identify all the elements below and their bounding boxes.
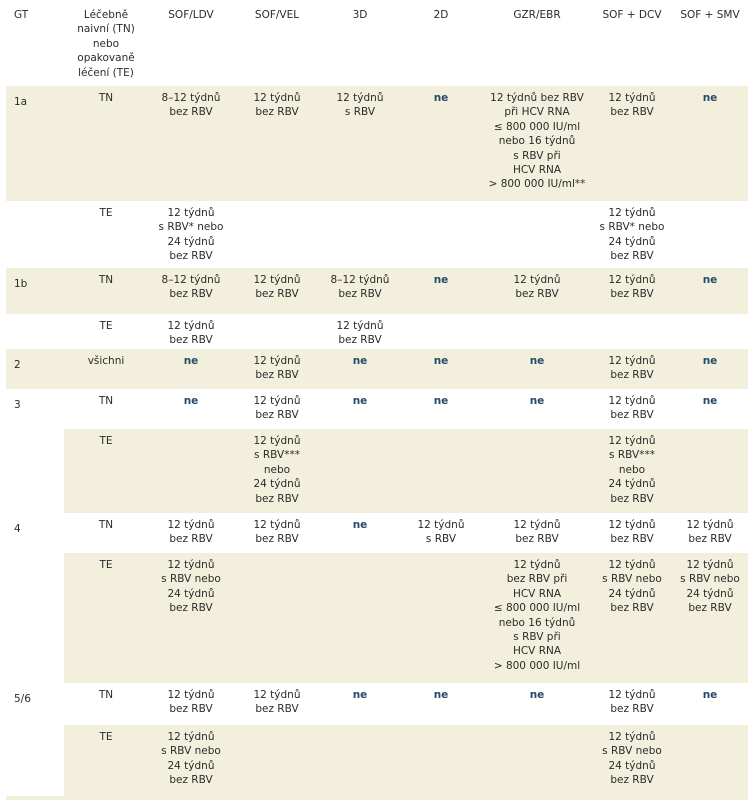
regimen-cell [400, 314, 482, 349]
table-row [6, 725, 748, 799]
genotype-cell: 5/6 [14, 693, 31, 705]
regimen-cell: 12 týdnů bez RBV [592, 268, 672, 314]
regimen-cell: ne [672, 349, 748, 389]
regimen-cell: 12 týdnů bez RBV [482, 268, 592, 314]
patient-group-cell: všichni [64, 349, 148, 389]
table-row [6, 314, 748, 349]
regimen-cell: 12 týdnů s RBV*** nebo 24 týdnů bez RBV [234, 429, 320, 513]
patient-group-cell: TN [64, 268, 148, 314]
genotype-cell [6, 314, 64, 349]
regimen-cell: 12 týdnů bez RBV [167, 519, 215, 546]
genotype-cell [6, 201, 64, 268]
regimen-cell [592, 314, 672, 349]
genotype-cell [6, 725, 64, 799]
header-gzr-ebr: GZR/EBR [513, 9, 561, 21]
regimen-cell: 8–12 týdnů bez RBV [148, 268, 234, 314]
treatment-table [6, 0, 748, 799]
regimen-cell: ne [529, 689, 545, 701]
header-sof-ldv: SOF/LDV [168, 9, 214, 21]
regimen-cell: 12 týdnů s RBV* nebo 24 týdnů bez RBV [599, 207, 665, 263]
regimen-cell [482, 725, 592, 799]
table-body [6, 86, 748, 799]
patient-group-cell: TE [64, 553, 148, 683]
regimen-cell: 12 týdnů bez RBV [608, 519, 656, 546]
regimen-cell: ne [702, 395, 718, 407]
table-row [6, 349, 748, 389]
regimen-cell: ne [529, 395, 545, 407]
regimen-cell: 8–12 týdnů bez RBV [320, 268, 400, 314]
patient-group-cell: TN [98, 689, 114, 701]
regimen-cell: ne [400, 86, 482, 201]
regimen-cell [148, 429, 234, 513]
regimen-cell: 8–12 týdnů bez RBV [148, 86, 234, 201]
table-row [6, 553, 748, 683]
regimen-cell: ne [672, 268, 748, 314]
header-2d: 2D [433, 9, 449, 21]
regimen-cell: 12 týdnů bez RBV [253, 519, 301, 546]
patient-group-cell: TE [64, 429, 148, 513]
regimen-cell: ne [433, 395, 449, 407]
header-3d: 3D [352, 9, 368, 21]
regimen-cell [672, 314, 748, 349]
regimen-cell: 12 týdnů bez RBV [234, 268, 320, 314]
regimen-cell: 12 týdnů bez RBV [592, 86, 672, 201]
regimen-cell: 12 týdnů bez RBV [253, 395, 301, 422]
regimen-cell: 12 týdnů s RBV [417, 519, 465, 546]
regimen-cell [482, 314, 592, 349]
regimen-cell: 12 týdnů s RBV*** nebo 24 týdnů bez RBV [592, 429, 672, 513]
regimen-cell: 12 týdnů s RBV* nebo 24 týdnů bez RBV [158, 207, 224, 263]
regimen-cell [320, 201, 400, 268]
regimen-cell: 12 týdnů s RBV nebo 24 týdnů bez RBV [148, 725, 234, 799]
regimen-cell [320, 553, 400, 683]
header-patient-group: Léčebně naivní (TN) nebo opakovaně léčení (TE) [77, 9, 135, 79]
regimen-cell: ne [183, 395, 199, 407]
regimen-cell: ne [320, 349, 400, 389]
regimen-cell: ne [352, 689, 368, 701]
regimen-cell [234, 314, 320, 349]
regimen-cell: 12 týdnů bez RBV [167, 320, 215, 347]
header-sof-vel: SOF/VEL [254, 9, 300, 21]
regimen-cell: 12 týdnů bez RBV [253, 689, 301, 716]
table-row [6, 201, 748, 268]
regimen-cell [234, 725, 320, 799]
genotype-cell: 2 [6, 349, 64, 389]
regimen-cell [672, 725, 748, 799]
regimen-cell [482, 429, 592, 513]
table-row [6, 513, 748, 553]
patient-group-cell: TN [64, 86, 148, 201]
regimen-cell: ne [148, 349, 234, 389]
regimen-cell [672, 429, 748, 513]
regimen-cell: 12 týdnů s RBV nebo 24 týdnů bez RBV [592, 553, 672, 683]
regimen-cell: 12 týdnů bez RBV [336, 320, 384, 347]
regimen-cell: 12 týdnů bez RBV při HCV RNA ≤ 800 000 IU/ml nebo 16 týdnů s RBV při HCV RNA > 800 000 IU/ml [482, 553, 592, 683]
regimen-cell: 12 týdnů bez RBV [592, 349, 672, 389]
table-row [6, 683, 748, 725]
patient-group-cell: TN [98, 395, 114, 407]
genotype-cell: 3 [14, 399, 21, 411]
genotype-cell: 1b [6, 268, 64, 314]
regimen-cell: 12 týdnů bez RBV [686, 519, 734, 546]
patient-group-cell: TE [99, 207, 113, 219]
regimen-cell: 12 týdnů bez RBV [167, 689, 215, 716]
regimen-cell: ne [400, 349, 482, 389]
regimen-cell [482, 201, 592, 268]
regimen-cell: ne [433, 689, 449, 701]
genotype-cell [6, 553, 64, 683]
regimen-cell [400, 201, 482, 268]
regimen-cell: 12 týdnů s RBV nebo 24 týdnů bez RBV [672, 553, 748, 683]
table-row [6, 86, 748, 201]
regimen-cell: 12 týdnů bez RBV [513, 519, 561, 546]
regimen-cell: ne [672, 86, 748, 201]
regimen-cell: 12 týdnů s RBV nebo 24 týdnů bez RBV [148, 553, 234, 683]
regimen-cell [400, 429, 482, 513]
regimen-cell: 12 týdnů s RBV nebo 24 týdnů bez RBV [592, 725, 672, 799]
regimen-cell: 12 týdnů bez RBV [234, 86, 320, 201]
regimen-cell [672, 201, 748, 268]
regimen-cell: 12 týdnů bez RBV [608, 689, 656, 716]
bottom-band [6, 796, 748, 800]
patient-group-cell: TE [64, 725, 148, 799]
regimen-cell [320, 429, 400, 513]
genotype-cell: 1a [6, 86, 64, 201]
header-sof-smv: SOF + SMV [680, 9, 740, 21]
patient-group-cell: TE [99, 320, 113, 332]
regimen-cell [234, 201, 320, 268]
table-row [6, 389, 748, 429]
regimen-cell [320, 725, 400, 799]
regimen-cell: 12 týdnů bez RBV [608, 395, 656, 422]
header-row [6, 0, 748, 86]
header-sof-dcv: SOF + DCV [602, 9, 662, 21]
regimen-cell: ne [400, 268, 482, 314]
regimen-cell [234, 553, 320, 683]
regimen-cell: ne [482, 349, 592, 389]
regimen-cell: 12 týdnů s RBV [320, 86, 400, 201]
genotype-cell [6, 429, 64, 513]
regimen-cell: ne [352, 519, 368, 531]
regimen-cell: 12 týdnů bez RBV [234, 349, 320, 389]
genotype-cell: 4 [14, 523, 21, 535]
table-row [6, 429, 748, 513]
regimen-cell [400, 725, 482, 799]
header-gt: GT [14, 9, 29, 21]
table-row [6, 268, 748, 314]
regimen-cell: ne [352, 395, 368, 407]
regimen-cell [400, 553, 482, 683]
regimen-cell: ne [702, 689, 718, 701]
patient-group-cell: TN [98, 519, 114, 531]
regimen-cell: 12 týdnů bez RBV při HCV RNA ≤ 800 000 IU/ml nebo 16 týdnů s RBV při HCV RNA > 800 000 IU/ml** [482, 86, 592, 201]
